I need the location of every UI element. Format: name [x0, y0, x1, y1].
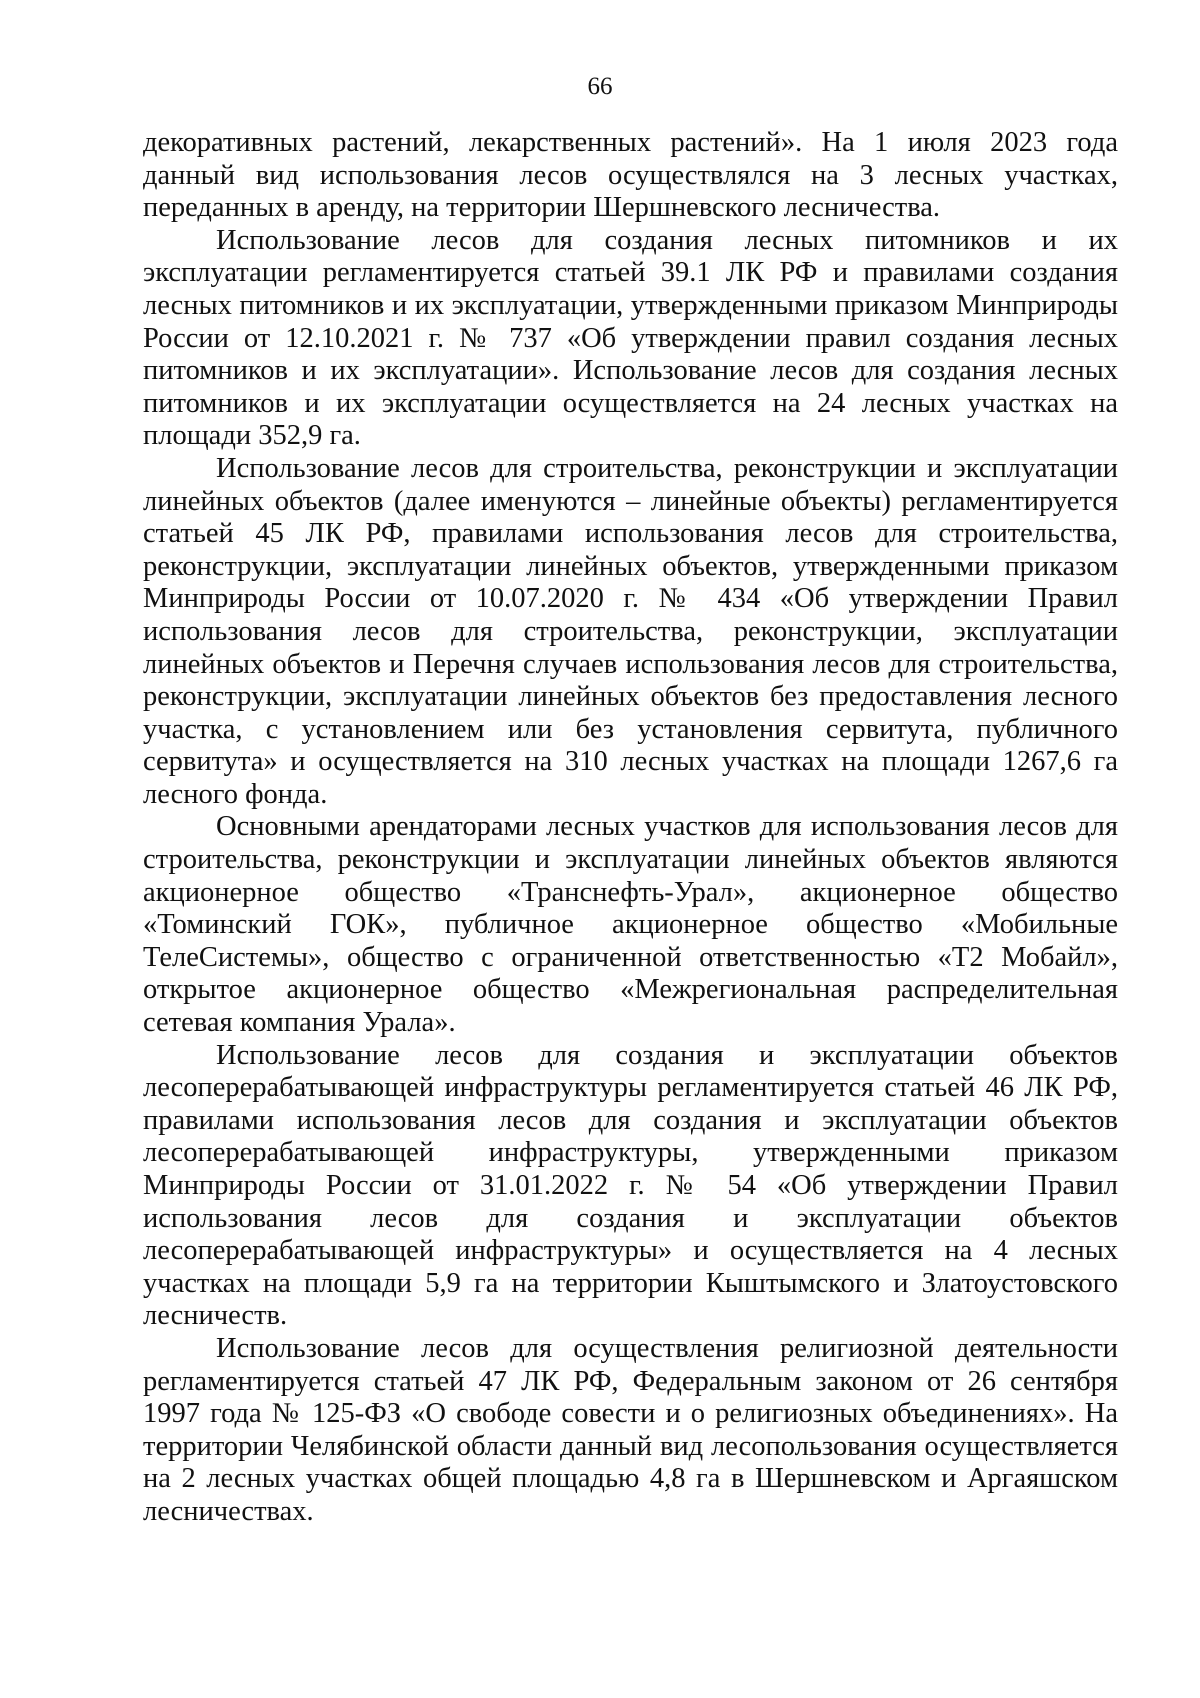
paragraph-wood-processing-infrastructure: Использование лесов для создания и эксплуатации объектов лесоперерабатывающей инфраструктуры регламентируется статьей 46 ЛК РФ, правилами использования лесов для создания и эксплуатации объектов лесоперерабатывающей инфраструктуры, утвержденными приказом Минприроды России от 31.01.2022 г. № 54 «Об утверждении Правил использования лесов для создания и эксплуатации объектов лесоперерабатывающей инфраструктуры» и осуществляется на 4 лесных участках на площади 5,9 га на территории Кыштымского и Златоустовского лесничеств. — [143, 1039, 1118, 1332]
document-body — [143, 127, 1118, 1529]
paragraph-main-tenants: Основными арендаторами лесных участков для использования лесов для строительства, реконструкции и эксплуатации линейных объектов являются акционерное общество «Транснефть-Урал», акционерное общество «Томинский ГОК», публичное акционерное общество «Мобильные ТелеСистемы», общество с ограниченной ответственностью «Т2 Мобайл», открытое акционерное общество «Межрегиональная распределительная сетевая компания Урала». — [143, 811, 1118, 1039]
page-number: 66 — [587, 73, 613, 100]
paragraph-forest-nurseries: Использование лесов для создания лесных питомников и их эксплуатации регламентируется статьей 39.1 ЛК РФ и правилами создания лесных питомников и их эксплуатации, утвержденными приказом Минприроды России от 12.10.2021 г. № 737 «Об утверждении правил создания лесных питомников и их эксплуатации». Использование лесов для создания лесных питомников и их эксплуатации осуществляется на 24 лесных участках на площади 352,9 га. — [143, 224, 1118, 452]
paragraph-linear-objects: Использование лесов для строительства, реконструкции и эксплуатации линейных объектов (далее именуются – линейные объекты) регламентируется статьей 45 ЛК РФ, правилами использования лесов для строительства, реконструкции, эксплуатации линейных объектов, утвержденными приказом Минприроды России от 10.07.2020 г. № 434 «Об утверждении Правил использования лесов для строительства, реконструкции, эксплуатации линейных объектов и Перечня случаев использования лесов для строительства, реконструкции, эксплуатации линейных объектов без предоставления лесного участка, с установлением или без установления сервитута, публичного сервитута» и осуществляется на 310 лесных участках на площади 1267,6 га лесного фонда. — [143, 452, 1118, 810]
paragraph-religious-activity: Использование лесов для осуществления религиозной деятельности регламентируется статьей 47 ЛК РФ, Федеральным законом от 26 сентября 1997 года № 125-ФЗ «О свободе совести и о религиозных объединениях». На территории Челябинской области данный вид лесопользования осуществляется на 2 лесных участках общей площадью 4,8 га в Шершневском и Аргаяшском лесничествах. — [143, 1332, 1118, 1527]
paragraph-continuation: декоративных растений, лекарственных растений». На 1 июля 2023 года данный вид использования лесов осуществлялся на 3 лесных участках, переданных в аренду, на территории Шершневского лесничества. — [143, 127, 1118, 224]
